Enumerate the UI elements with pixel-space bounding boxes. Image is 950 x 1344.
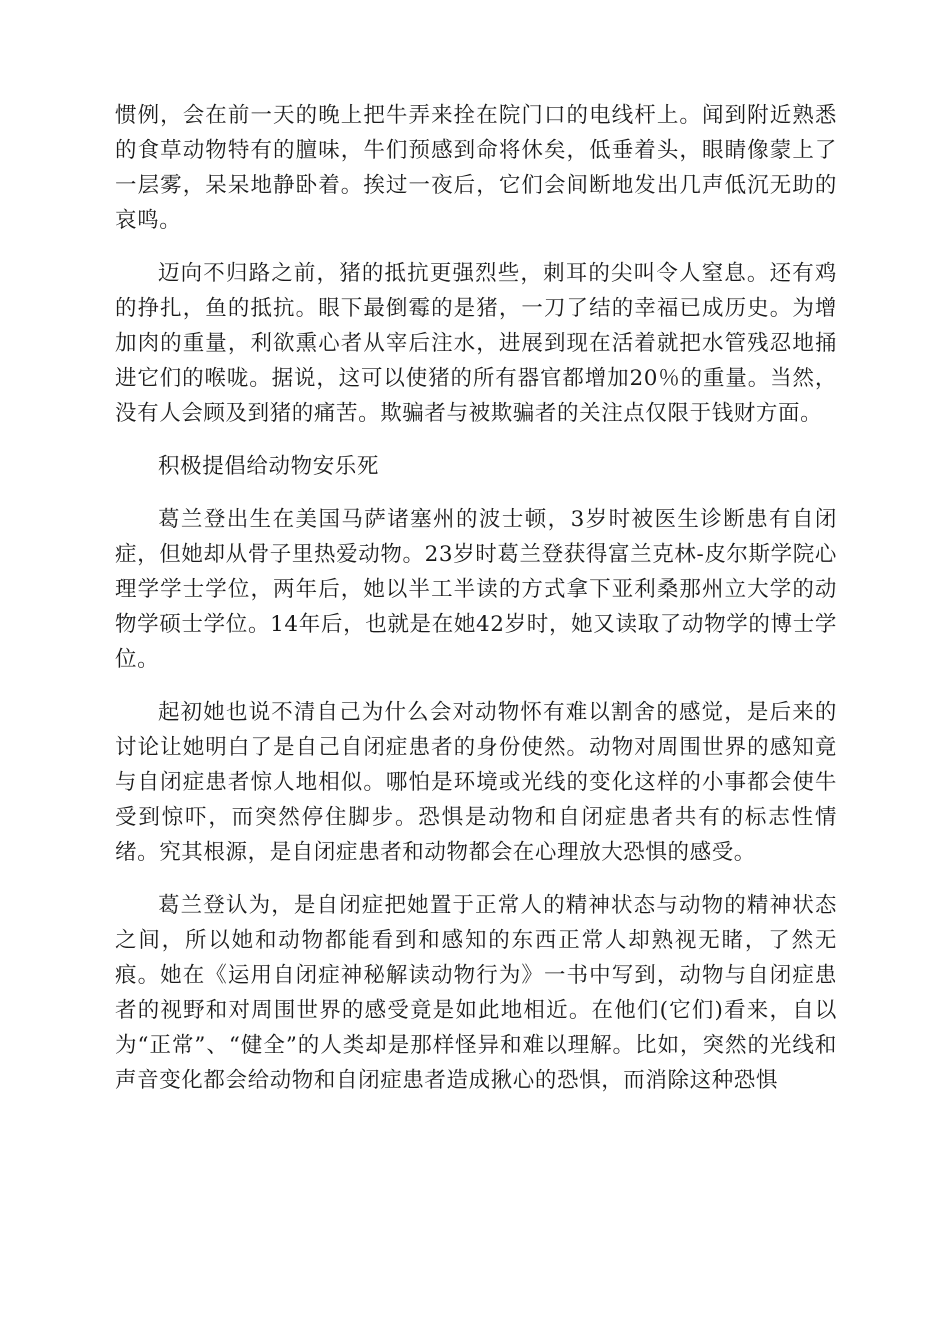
paragraph-autism-animals: 起初她也说不清自己为什么会对动物怀有难以割舍的感觉，是后来的讨论让她明白了是自己自闭症患者的身份使然。动物对周围世界的感知竟与自闭症患者惊人地相似。哪怕是环境或光线的变化这样的小事都会使牛受到惊吓，而突然停住脚步。恐惧是动物和自闭症患者共有的标志性情绪。究其根源，是自闭症患者和动物都会在心理放大恐惧的感受。 [115, 700, 837, 865]
paragraph-grandin-bio: 葛兰登出生在美国马萨诸塞州的波士顿，3岁时被医生诊断患有自闭症，但她却从骨子里热爱动物。23岁时葛兰登获得富兰克林-皮尔斯学院心理学学士学位，两年后，她以半工半读的方式拿下亚利桑那州立大学的动物学硕士学位。14年后，也就是在她42岁时，她又读取了动物学的博士学位。 [115, 507, 837, 672]
document-body [115, 98, 837, 1098]
paragraph-grandin-view: 葛兰登认为，是自闭症把她置于正常人的精神状态与动物的精神状态之间，所以她和动物都能看到和感知的东西正常人却熟视无睹，了然无痕。她在《运用自闭症神秘解读动物行为》一书中写到，动物与自闭症患者的视野和对周围世界的感受竟是如此地相近。在他们(它们)看来，自以为“正常”、“健全”的人类却是那样怪异和难以理解。比如，突然的光线和声音变化都会给动物和自闭症患者造成揪心的恐惧，而消除这种恐惧 [115, 893, 837, 1093]
paragraph-pigs: 迈向不归路之前，猪的抵抗更强烈些，刺耳的尖叫令人窒息。还有鸡的挣扎，鱼的抵抗。眼下最倒霉的是猪，一刀了结的幸福已成历史。为增加肉的重量，利欲熏心者从宰后注水，进展到现在活着就把水管残忍地捅进它们的喉咙。据说，这可以使猪的所有器官都增加20％的重量。当然，没有人会顾及到猪的痛苦。欺骗者与被欺骗者的关注点仅限于钱财方面。 [115, 261, 837, 426]
paragraph-cattle: 惯例，会在前一天的晚上把牛弄来拴在院门口的电线杆上。闻到附近熟悉的食草动物特有的膻味，牛们预感到命将休矣，低垂着头，眼睛像蒙上了一层雾，呆呆地静卧着。挨过一夜后，它们会间断地发出几声低沉无助的哀鸣。 [115, 103, 837, 233]
section-heading: 积极提倡给动物安乐死 [158, 454, 380, 479]
